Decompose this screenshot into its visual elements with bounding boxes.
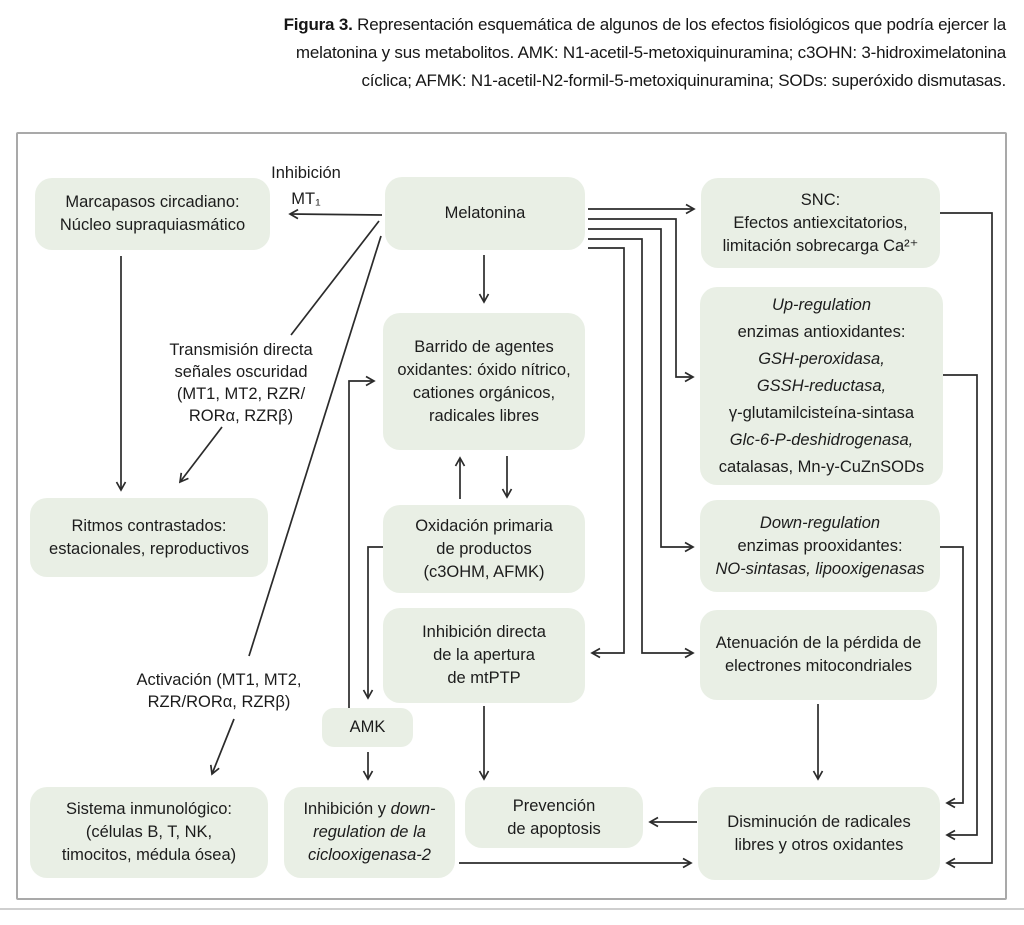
node-text-line: Sistema inmunológico:	[66, 800, 232, 818]
node-text-line: GSH-peroxidasa,	[758, 349, 885, 368]
node-text-line: enzimas antioxidantes:	[737, 322, 906, 341]
node-text-line: Barrido de agentes	[414, 337, 554, 356]
caption-figure-number: Figura 3.	[283, 15, 353, 34]
label-line: RZR/RORα, RZRβ)	[147, 693, 291, 711]
label-line: MT₁	[291, 190, 321, 208]
label-line: Activación (MT1, MT2,	[136, 671, 302, 689]
node-text-line: electrones mitocondriales	[724, 657, 913, 675]
node-text-line: Inhibición directa	[422, 623, 546, 641]
node-text-line: Disminución de radicales	[727, 812, 911, 831]
node-atenuacion	[700, 610, 937, 700]
caption-line-2: melatonina y sus metabolitos. AMK: N1-acetil-5-metoxiquinuramina; c3OHN: 3-hidroximelatonina	[295, 43, 1006, 62]
node-text-line: Down-regulation	[759, 513, 881, 532]
node-text-line: de la apertura	[433, 646, 535, 664]
node-text-line: (c3OHM, AFMK)	[423, 562, 545, 581]
node-text-segment: down-	[390, 800, 436, 818]
node-text-line: libres y otros oxidantes	[734, 835, 904, 854]
label-activacion	[125, 669, 313, 713]
node-ritmos	[30, 498, 268, 577]
node-text-line: ciclooxigenasa-2	[308, 846, 431, 864]
label-line: RORα, RZRβ)	[188, 407, 294, 425]
node-text-line: regulation de la	[313, 823, 426, 841]
node-text-line: Up-regulation	[771, 295, 872, 314]
node-sistema-inmunologico	[30, 787, 268, 878]
node-oxidacion	[383, 505, 585, 593]
caption-line-1	[18, 11, 1006, 39]
node-mtptp	[383, 608, 585, 703]
label-transmision	[150, 339, 332, 427]
node-text-line: timocitos, médula ósea)	[61, 846, 237, 864]
node-text-line: γ-glutamilcisteína-sintasa	[728, 403, 915, 422]
node-prevencion	[465, 787, 643, 848]
caption-line-1-text: Representación esquemática de algunos de los efectos fisiológicos que podría ejercer la	[352, 15, 1006, 34]
node-upregulation	[700, 287, 943, 485]
node-marcapasos	[35, 178, 270, 250]
node-text-line: catalasas, Mn-y-CuZnSODs	[718, 457, 925, 476]
node-text-line: radicales libres	[428, 406, 540, 425]
node-disminucion	[698, 787, 940, 880]
node-text-line: Melatonina	[444, 204, 526, 222]
node-text-line: Efectos antiexcitatorios,	[733, 213, 908, 232]
node-text-line: Ritmos contrastados:	[71, 516, 227, 535]
node-text-segment: Inhibición y	[303, 800, 391, 818]
label-line: (MT1, MT2, RZR/	[176, 385, 306, 403]
node-text-line: de productos	[436, 539, 532, 558]
node-text-line: de apoptosis	[507, 819, 601, 838]
node-text-line: Oxidación primaria	[415, 516, 553, 535]
node-text-line: AMK	[349, 718, 386, 736]
node-text-line: estacionales, reproductivos	[49, 539, 249, 558]
label-line: Transmisión directa	[169, 341, 313, 359]
label-inhibicion-mt1	[258, 160, 354, 212]
node-snc	[701, 178, 940, 268]
node-text-line: oxidantes: óxido nítrico,	[397, 360, 571, 379]
node-text-line: limitación sobrecarga Ca²⁺	[722, 236, 919, 255]
node-text-line: de mtPTP	[447, 669, 521, 687]
label-line: señales oscuridad	[174, 363, 308, 381]
node-text-line: Marcapasos circadiano:	[65, 193, 240, 211]
node-amk	[322, 708, 413, 747]
node-text-line: NO-sintasas, lipooxigenasas	[715, 559, 925, 578]
node-text-line: Atenuación de la pérdida de	[715, 634, 922, 652]
caption-line-3: cíclica; AFMK: N1-acetil-N2-formil-5-metoxiquinuramina; SODs: superóxido dismutasas.	[361, 71, 1006, 90]
node-text-line: Prevención	[512, 796, 596, 815]
label-line: Inhibición	[271, 164, 341, 182]
node-text-line: Núcleo supraquiasmático	[59, 216, 246, 234]
node-melatonina	[385, 177, 585, 250]
node-text-line	[303, 798, 435, 821]
node-text-line: (células B, T, NK,	[85, 823, 213, 841]
node-text-line: cationes orgánicos,	[412, 383, 556, 402]
node-barrido	[383, 313, 585, 450]
node-text-line: GSSH-reductasa,	[756, 376, 887, 395]
bottom-divider	[0, 908, 1024, 910]
node-text-line: enzimas prooxidantes:	[737, 536, 903, 555]
node-text-line: Glc-6-P-deshidrogenasa,	[729, 430, 914, 449]
node-ciclooxigenasa	[284, 787, 455, 878]
figure-caption	[18, 11, 1006, 95]
node-text-line: SNC:	[800, 190, 841, 209]
node-downregulation	[700, 500, 940, 592]
